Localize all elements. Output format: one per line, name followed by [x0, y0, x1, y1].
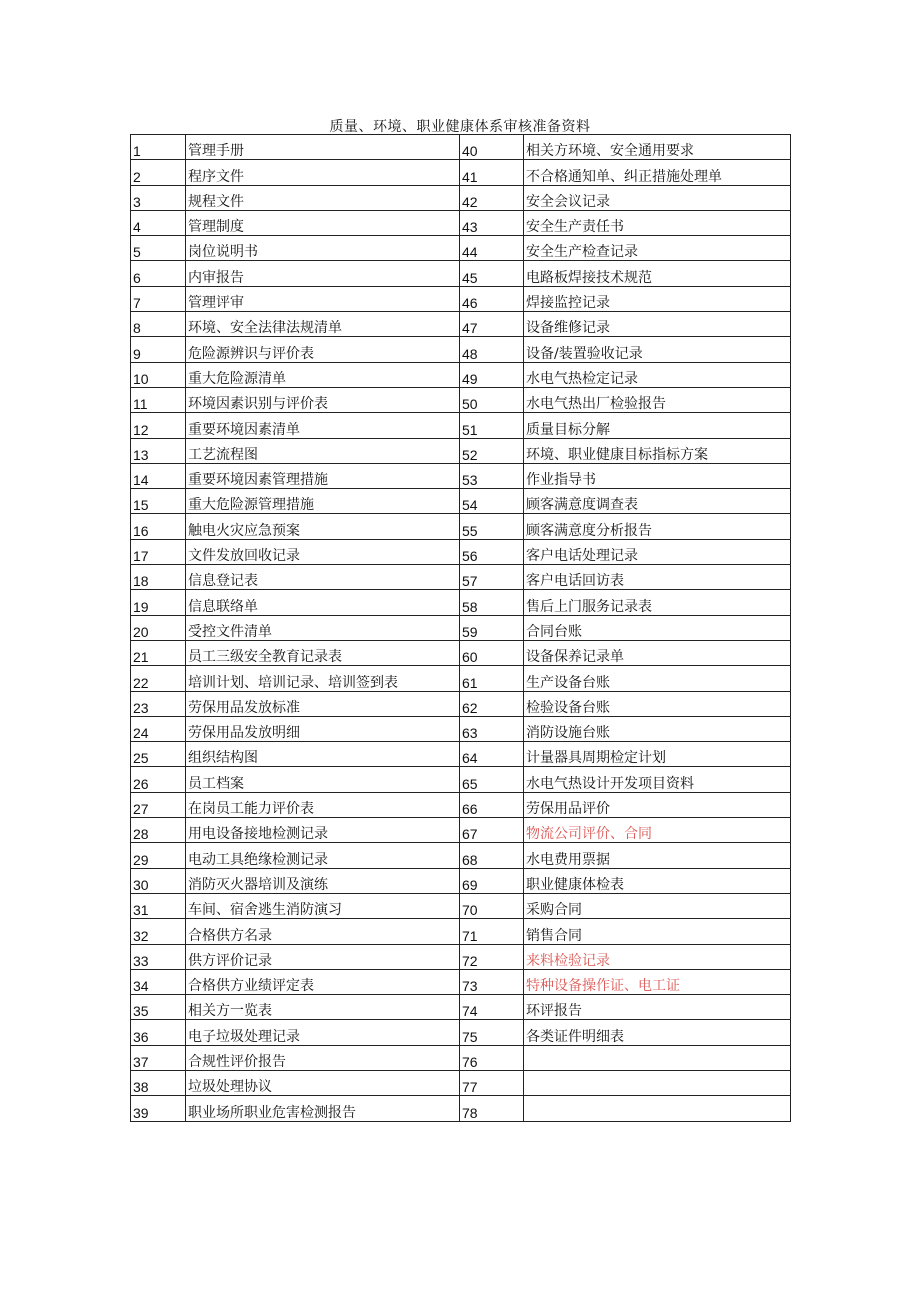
- item-number-right: 46: [460, 286, 524, 311]
- item-number-right: 53: [460, 463, 524, 488]
- table-body: [131, 135, 791, 1122]
- table-row: [131, 767, 791, 792]
- item-number-right: 49: [460, 362, 524, 387]
- item-name-right: 安全生产责任书: [524, 210, 791, 235]
- item-name-left: 劳保用品发放标准: [186, 691, 460, 716]
- item-number-left: 5: [131, 236, 186, 261]
- item-name-left: 职业场所职业危害检测报告: [186, 1096, 460, 1121]
- table-row: [131, 868, 791, 893]
- table-row: [131, 590, 791, 615]
- item-name-right: 环评报告: [524, 995, 791, 1020]
- item-name-left: 岗位说明书: [186, 236, 460, 261]
- item-name-right: 消防设施台账: [524, 716, 791, 741]
- item-name-right: [524, 1070, 791, 1095]
- item-name-left: 合格供方名录: [186, 919, 460, 944]
- item-number-right: 74: [460, 995, 524, 1020]
- item-name-left: 信息联络单: [186, 590, 460, 615]
- table-row: [131, 135, 791, 160]
- item-name-right: 作业指导书: [524, 463, 791, 488]
- item-number-right: 57: [460, 565, 524, 590]
- item-name-left: 供方评价记录: [186, 944, 460, 969]
- item-name-left: 消防灭火器培训及演练: [186, 868, 460, 893]
- table-row: [131, 362, 791, 387]
- item-name-right: 特种设备操作证、电工证: [524, 969, 791, 994]
- item-name-left: 合格供方业绩评定表: [186, 969, 460, 994]
- table-row: [131, 438, 791, 463]
- item-name-left: 电子垃圾处理记录: [186, 1020, 460, 1045]
- item-number-left: 36: [131, 1020, 186, 1045]
- item-number-right: 67: [460, 818, 524, 843]
- item-number-left: 37: [131, 1045, 186, 1070]
- item-number-right: 64: [460, 742, 524, 767]
- item-name-right: 职业健康体检表: [524, 868, 791, 893]
- table-row: [131, 286, 791, 311]
- item-name-right: 顾客满意度调查表: [524, 489, 791, 514]
- item-number-right: 52: [460, 438, 524, 463]
- item-number-right: 45: [460, 261, 524, 286]
- item-number-left: 17: [131, 539, 186, 564]
- item-number-right: 54: [460, 489, 524, 514]
- item-name-left: 触电火灾应急预案: [186, 514, 460, 539]
- table-row: [131, 387, 791, 412]
- item-number-right: 75: [460, 1020, 524, 1045]
- table-row: [131, 691, 791, 716]
- item-number-right: 58: [460, 590, 524, 615]
- table-row: [131, 893, 791, 918]
- item-name-right: 电路板焊接技术规范: [524, 261, 791, 286]
- table-row: [131, 337, 791, 362]
- item-name-right: 安全生产检查记录: [524, 236, 791, 261]
- item-number-right: 50: [460, 387, 524, 412]
- item-name-right: [524, 1045, 791, 1070]
- item-name-right: 焊接监控记录: [524, 286, 791, 311]
- item-number-right: 42: [460, 185, 524, 210]
- table-row: [131, 742, 791, 767]
- table-row: [131, 919, 791, 944]
- table-row: [131, 1045, 791, 1070]
- item-name-right: 生产设备台账: [524, 666, 791, 691]
- item-name-left: 培训计划、培训记录、培训签到表: [186, 666, 460, 691]
- item-number-right: 40: [460, 135, 524, 160]
- item-name-right: 安全会议记录: [524, 185, 791, 210]
- table-row: [131, 716, 791, 741]
- item-number-left: 30: [131, 868, 186, 893]
- item-number-right: 72: [460, 944, 524, 969]
- item-number-left: 6: [131, 261, 186, 286]
- item-name-left: 工艺流程图: [186, 438, 460, 463]
- table-row: [131, 539, 791, 564]
- item-name-left: 合规性评价报告: [186, 1045, 460, 1070]
- item-number-left: 28: [131, 818, 186, 843]
- item-number-right: 73: [460, 969, 524, 994]
- item-number-left: 2: [131, 160, 186, 185]
- table-row: [131, 792, 791, 817]
- item-name-right: 相关方环境、安全通用要求: [524, 135, 791, 160]
- item-name-left: 信息登记表: [186, 565, 460, 590]
- item-name-right: 检验设备台账: [524, 691, 791, 716]
- item-number-left: 13: [131, 438, 186, 463]
- item-name-left: 重要环境因素清单: [186, 413, 460, 438]
- item-name-left: 文件发放回收记录: [186, 539, 460, 564]
- item-number-right: 59: [460, 615, 524, 640]
- item-number-right: 48: [460, 337, 524, 362]
- table-row: [131, 995, 791, 1020]
- table-row: [131, 818, 791, 843]
- item-name-right: 客户电话处理记录: [524, 539, 791, 564]
- item-name-right: 设备/装置验收记录: [524, 337, 791, 362]
- table-row: [131, 185, 791, 210]
- item-number-right: 56: [460, 539, 524, 564]
- item-name-right: 顾客满意度分析报告: [524, 514, 791, 539]
- item-name-right: 计量器具周期检定计划: [524, 742, 791, 767]
- table-row: [131, 463, 791, 488]
- table-row: [131, 640, 791, 665]
- item-number-left: 9: [131, 337, 186, 362]
- item-name-left: 规程文件: [186, 185, 460, 210]
- item-number-right: 43: [460, 210, 524, 235]
- table-row: [131, 261, 791, 286]
- item-name-left: 管理手册: [186, 135, 460, 160]
- item-name-left: 受控文件清单: [186, 615, 460, 640]
- item-name-right: 销售合同: [524, 919, 791, 944]
- item-number-left: 12: [131, 413, 186, 438]
- item-name-left: 重要环境因素管理措施: [186, 463, 460, 488]
- item-name-left: 在岗员工能力评价表: [186, 792, 460, 817]
- item-number-right: 44: [460, 236, 524, 261]
- item-number-left: 15: [131, 489, 186, 514]
- item-name-left: 管理制度: [186, 210, 460, 235]
- item-number-left: 1: [131, 135, 186, 160]
- item-number-right: 68: [460, 843, 524, 868]
- item-number-right: 70: [460, 893, 524, 918]
- table-row: [131, 312, 791, 337]
- item-number-left: 11: [131, 387, 186, 412]
- item-number-right: 77: [460, 1070, 524, 1095]
- item-number-right: 63: [460, 716, 524, 741]
- item-number-left: 3: [131, 185, 186, 210]
- table-row: [131, 514, 791, 539]
- item-number-left: 18: [131, 565, 186, 590]
- item-name-left: 组织结构图: [186, 742, 460, 767]
- item-number-left: 22: [131, 666, 186, 691]
- item-number-left: 21: [131, 640, 186, 665]
- item-number-left: 24: [131, 716, 186, 741]
- item-number-left: 25: [131, 742, 186, 767]
- item-name-left: 环境因素识别与评价表: [186, 387, 460, 412]
- item-number-right: 65: [460, 767, 524, 792]
- item-number-left: 14: [131, 463, 186, 488]
- table-row: [131, 210, 791, 235]
- item-number-right: 41: [460, 160, 524, 185]
- item-name-right: 环境、职业健康目标指标方案: [524, 438, 791, 463]
- item-name-right: 客户电话回访表: [524, 565, 791, 590]
- item-number-left: 38: [131, 1070, 186, 1095]
- table-row: [131, 413, 791, 438]
- item-name-right: 水电气热出厂检验报告: [524, 387, 791, 412]
- item-number-left: 10: [131, 362, 186, 387]
- item-number-left: 4: [131, 210, 186, 235]
- item-number-left: 39: [131, 1096, 186, 1121]
- item-number-left: 7: [131, 286, 186, 311]
- audit-materials-table: [130, 134, 791, 1122]
- item-number-left: 16: [131, 514, 186, 539]
- item-name-left: 劳保用品发放明细: [186, 716, 460, 741]
- item-name-right: [524, 1096, 791, 1121]
- item-name-left: 员工三级安全教育记录表: [186, 640, 460, 665]
- item-number-left: 35: [131, 995, 186, 1020]
- item-name-right: 售后上门服务记录表: [524, 590, 791, 615]
- table-row: [131, 565, 791, 590]
- item-name-left: 重大危险源清单: [186, 362, 460, 387]
- item-number-right: 62: [460, 691, 524, 716]
- item-name-left: 环境、安全法律法规清单: [186, 312, 460, 337]
- item-name-left: 电动工具绝缘检测记录: [186, 843, 460, 868]
- item-number-left: 31: [131, 893, 186, 918]
- table-row: [131, 1096, 791, 1121]
- item-name-left: 员工档案: [186, 767, 460, 792]
- item-number-right: 66: [460, 792, 524, 817]
- item-number-right: 78: [460, 1096, 524, 1121]
- item-number-left: 32: [131, 919, 186, 944]
- item-number-right: 71: [460, 919, 524, 944]
- item-name-left: 相关方一览表: [186, 995, 460, 1020]
- item-name-right: 劳保用品评价: [524, 792, 791, 817]
- item-number-left: 29: [131, 843, 186, 868]
- item-number-left: 23: [131, 691, 186, 716]
- item-name-left: 用电设备接地检测记录: [186, 818, 460, 843]
- item-number-right: 47: [460, 312, 524, 337]
- item-number-right: 60: [460, 640, 524, 665]
- table-row: [131, 666, 791, 691]
- item-name-right: 水电气热设计开发项目资料: [524, 767, 791, 792]
- item-number-left: 20: [131, 615, 186, 640]
- item-name-right: 水电气热检定记录: [524, 362, 791, 387]
- table-row: [131, 615, 791, 640]
- item-number-left: 26: [131, 767, 186, 792]
- table-row: [131, 969, 791, 994]
- item-name-left: 垃圾处理协议: [186, 1070, 460, 1095]
- item-name-left: 程序文件: [186, 160, 460, 185]
- item-name-right: 合同台账: [524, 615, 791, 640]
- table-row: [131, 944, 791, 969]
- table-row: [131, 236, 791, 261]
- item-number-left: 19: [131, 590, 186, 615]
- item-number-right: 51: [460, 413, 524, 438]
- item-name-right: 不合格通知单、纠正措施处理单: [524, 160, 791, 185]
- item-number-left: 27: [131, 792, 186, 817]
- item-name-right: 采购合同: [524, 893, 791, 918]
- table-row: [131, 843, 791, 868]
- item-name-left: 危险源辨识与评价表: [186, 337, 460, 362]
- item-name-right: 设备维修记录: [524, 312, 791, 337]
- item-name-left: 内审报告: [186, 261, 460, 286]
- table-row: [131, 160, 791, 185]
- item-name-right: 设备保养记录单: [524, 640, 791, 665]
- item-number-right: 61: [460, 666, 524, 691]
- item-name-right: 来料检验记录: [524, 944, 791, 969]
- table-row: [131, 1020, 791, 1045]
- item-name-left: 重大危险源管理措施: [186, 489, 460, 514]
- item-number-right: 76: [460, 1045, 524, 1070]
- item-name-left: 车间、宿舍逃生消防演习: [186, 893, 460, 918]
- item-number-right: 69: [460, 868, 524, 893]
- item-name-left: 管理评审: [186, 286, 460, 311]
- item-number-left: 8: [131, 312, 186, 337]
- document-title: 质量、环境、职业健康体系审核准备资料: [329, 119, 591, 135]
- item-name-right: 物流公司评价、合同: [524, 818, 791, 843]
- item-name-right: 各类证件明细表: [524, 1020, 791, 1045]
- item-name-right: 水电费用票据: [524, 843, 791, 868]
- table-row: [131, 1070, 791, 1095]
- item-number-left: 34: [131, 969, 186, 994]
- item-number-left: 33: [131, 944, 186, 969]
- item-number-right: 55: [460, 514, 524, 539]
- table-row: [131, 489, 791, 514]
- item-name-right: 质量目标分解: [524, 413, 791, 438]
